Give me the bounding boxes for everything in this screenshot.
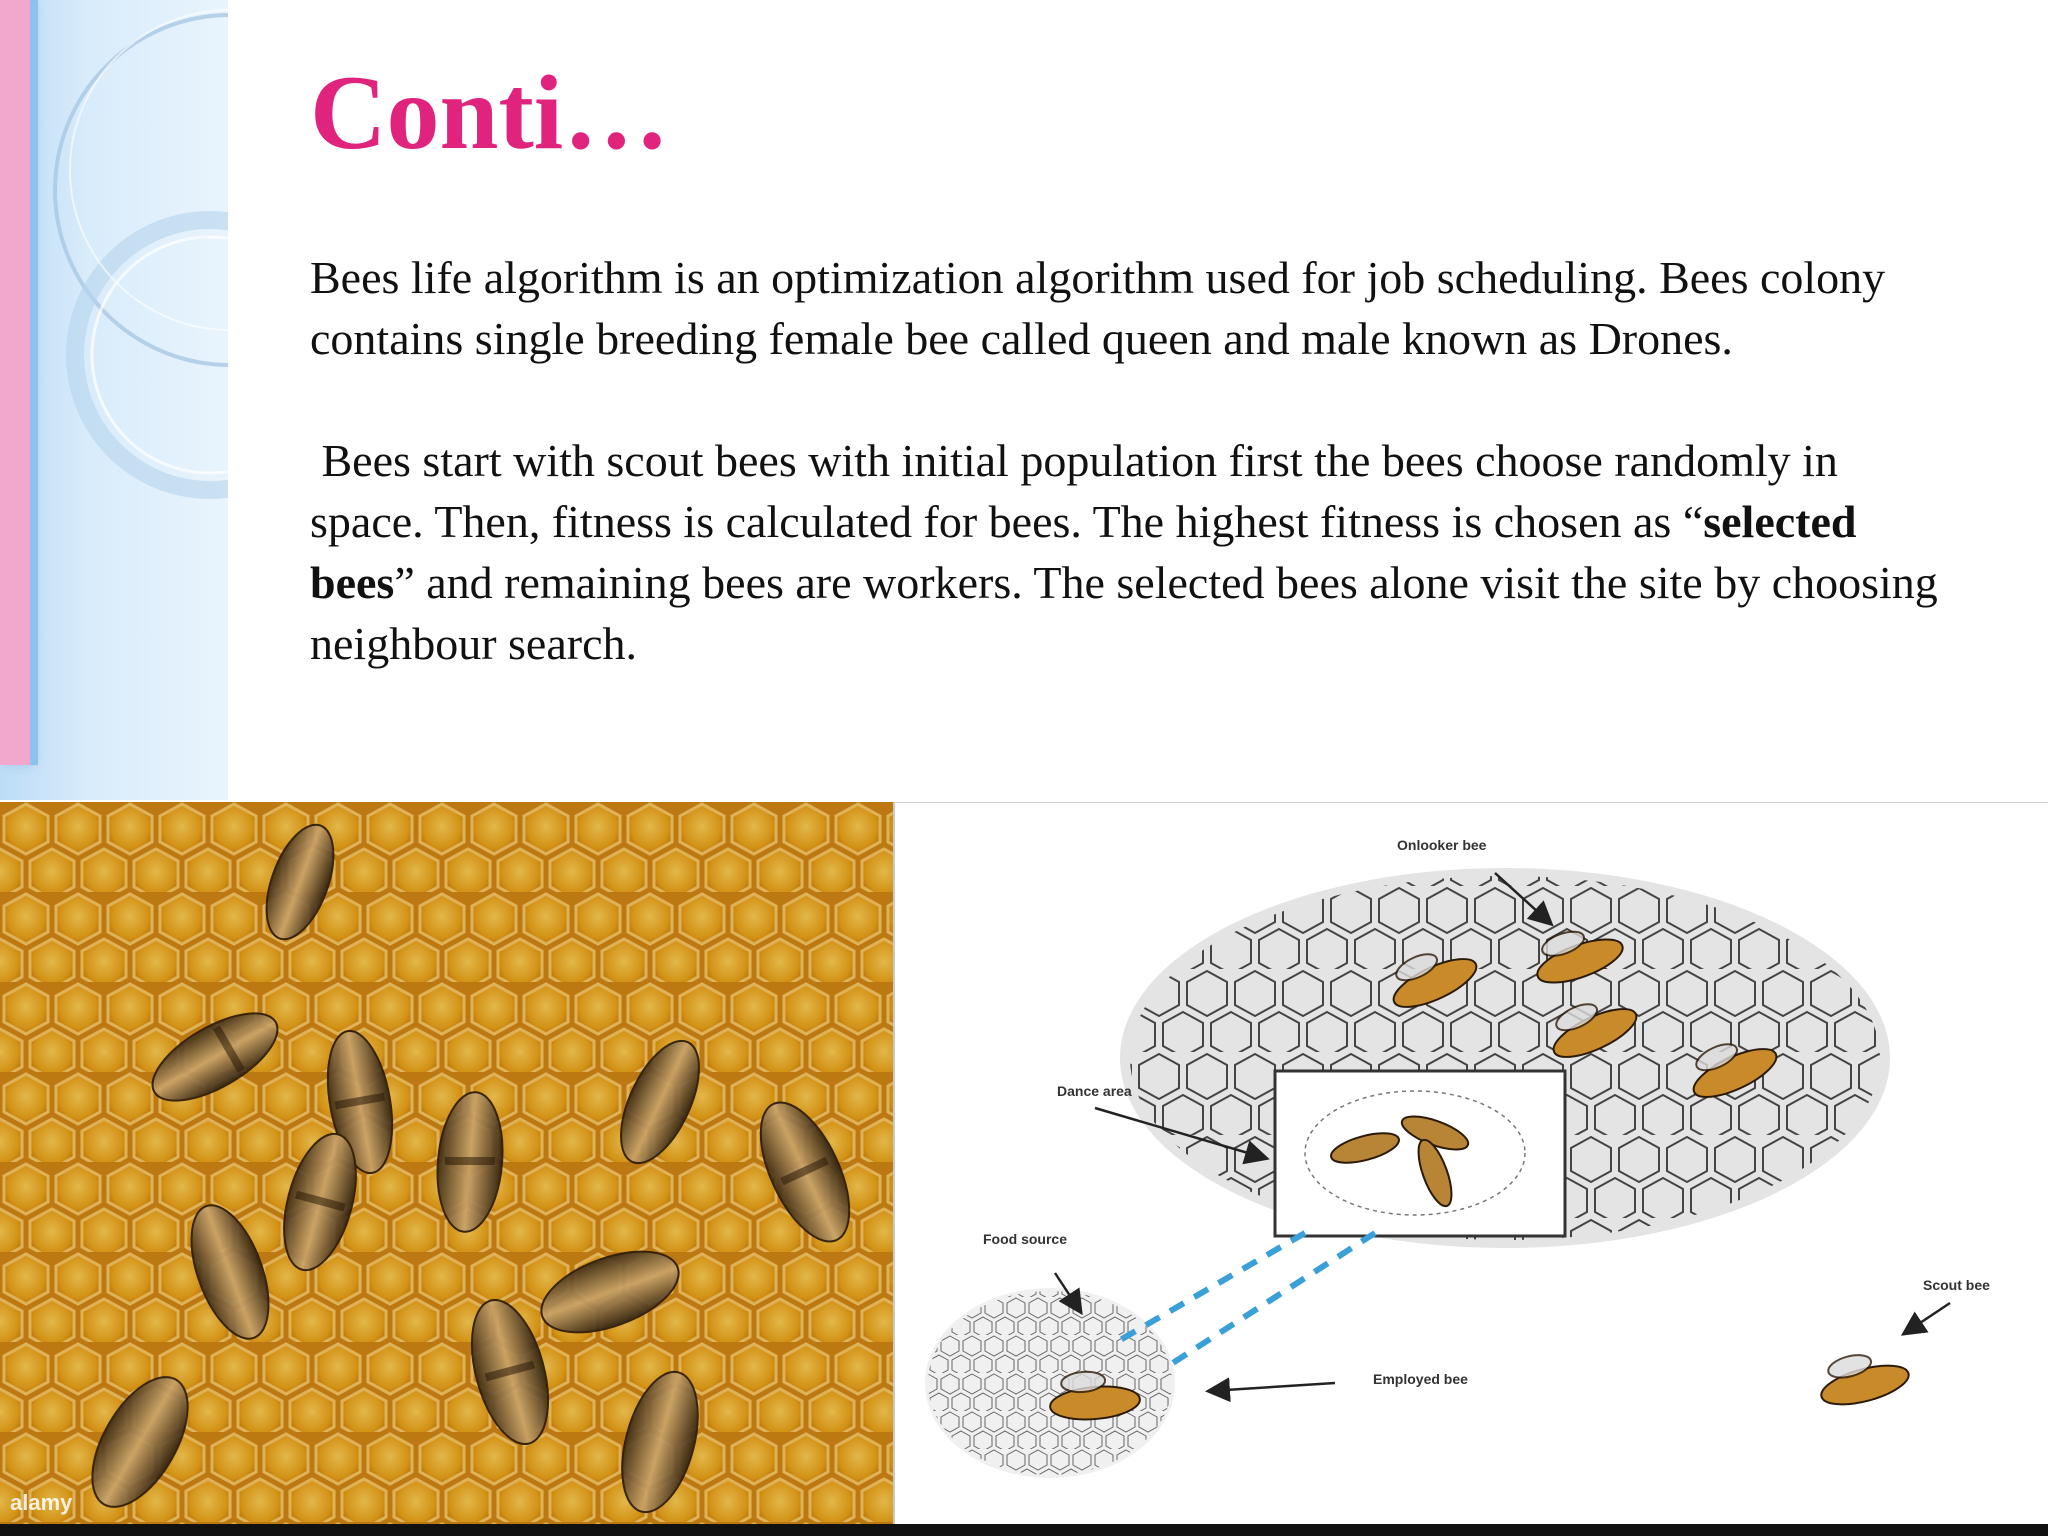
selected-bees-bold: selected bees (310, 496, 1857, 608)
paragraph-process-start: Bees start with scout bees with initial population first the bees choose randomly in space. Then, fitness is calculated for bees. The highest fitness is chosen as “ (310, 435, 1838, 547)
bee-colony-diagram (895, 802, 2048, 1525)
colony-diagram-illustration (895, 803, 2048, 1525)
slide-body (310, 247, 1950, 674)
label-food-source: Food source (983, 1231, 1068, 1247)
decorative-side-band (0, 0, 228, 800)
honeycomb-photo (0, 802, 895, 1524)
honeycomb-illustration (0, 802, 893, 1524)
paragraph-process-end: ” and remaining bees are workers. The selected bees alone visit the site by choosing neighbour search. (310, 557, 1938, 669)
paragraph-process (310, 430, 1950, 674)
label-onlooker-bee: Onlooker bee (1397, 837, 1487, 853)
alamy-watermark: alamy (10, 1490, 73, 1515)
pink-accent-bar (0, 0, 30, 765)
blue-accent-edge (30, 0, 38, 765)
label-employed-bee: Employed bee (1373, 1371, 1468, 1387)
label-dance-area: Dance area (1057, 1083, 1132, 1099)
cropped-text-strip (0, 1524, 2048, 1536)
slide-title: Conti… (310, 54, 670, 171)
paragraph-intro: Bees life algorithm is an optimization algorithm used for job scheduling. Bees colony contains single breeding female bee called queen and male known as Drones. (310, 252, 1886, 364)
label-scout-bee: Scout bee (1923, 1277, 1990, 1293)
